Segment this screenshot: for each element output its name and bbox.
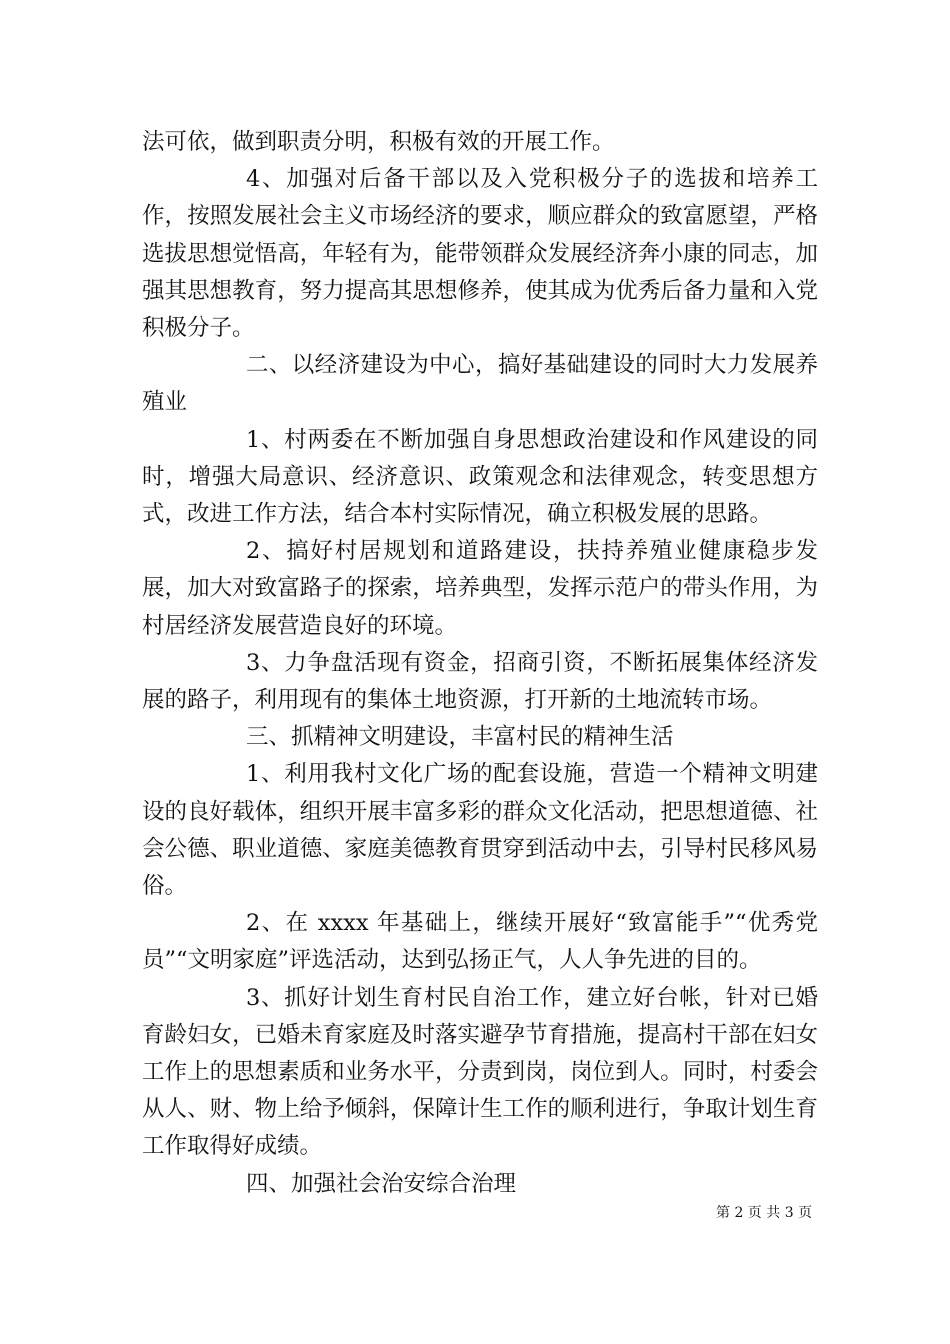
paragraph-item-3-family-planning: 3、抓好计划生育村民自治工作，建立好台帐，针对已婚育龄妇女，已婚未育家庭及时落实避孕节育措施，提高村干部在妇女工作上的思想素质和业务水平，分责到岗，岗位到人。同时，村委会从人、财、物上给予倾斜，保障计生工作的顺利进行，争取计划生育工作取得好成绩。 — [142, 984, 818, 1160]
page-number-footer: 第 2 页 共 3 页 — [716, 1205, 813, 1221]
paragraph-item-1-culture-square: 1、利用我村文化广场的配套设施，营造一个精神文明建设的良好载体，组织开展丰富多彩的群众文化活动，把思想道德、社会公德、职业道德、家庭美德教育贯穿到活动中去，引导村民移风易俗。 — [142, 761, 818, 900]
paragraph-item-2-village-planning: 2、搞好村居规划和道路建设，扶持养殖业健康稳步发展，加大对致富路子的探索，培养典型，发挥示范户的带头作用，为村居经济发展营造良好的环境。 — [142, 538, 818, 639]
paragraph-item-2-selection-activities: 2、在 xxxx 年基础上，继续开展好“致富能手”“优秀党员”“文明家庭”评选活动，达到弘扬正气，人人争先进的目的。 — [142, 910, 818, 974]
paragraph-item-1-village-committees: 1、村两委在不断加强自身思想政治建设和作风建设的同时，增强大局意识、经济意识、政策观念和法律观念，转变思想方式，改进工作方法，结合本村实际情况，确立积极发展的思路。 — [142, 426, 818, 528]
section-heading-4-public-security: 四、加强社会治安综合治理 — [246, 1170, 517, 1197]
section-heading-2-economic-construction: 二、以经济建设为中心，搞好基础建设的同时大力发展养殖业 — [142, 352, 818, 416]
document-body — [142, 124, 818, 1203]
paragraph-continuation: 法可依，做到职责分明，积极有效的开展工作。 — [142, 129, 615, 155]
section-heading-3-spiritual-civilization: 三、抓精神文明建设，丰富村民的精神生活 — [246, 724, 674, 751]
paragraph-item-4-reserve-cadres: 4、加强对后备干部以及入党积极分子的选拔和培养工作，按照发展社会主义市场经济的要求，顺应群众的致富愿望，严格选拔思想觉悟高，年轻有为，能带领群众发展经济奔小康的同志，加强其思想教育，努力提高其思想修养，使其成为优秀后备力量和入党积极分子。 — [142, 166, 818, 342]
paragraph-item-3-funds: 3、力争盘活现有资金，招商引资，不断拓展集体经济发展的路子，利用现有的集体土地资源，打开新的土地流转市场。 — [142, 649, 818, 714]
